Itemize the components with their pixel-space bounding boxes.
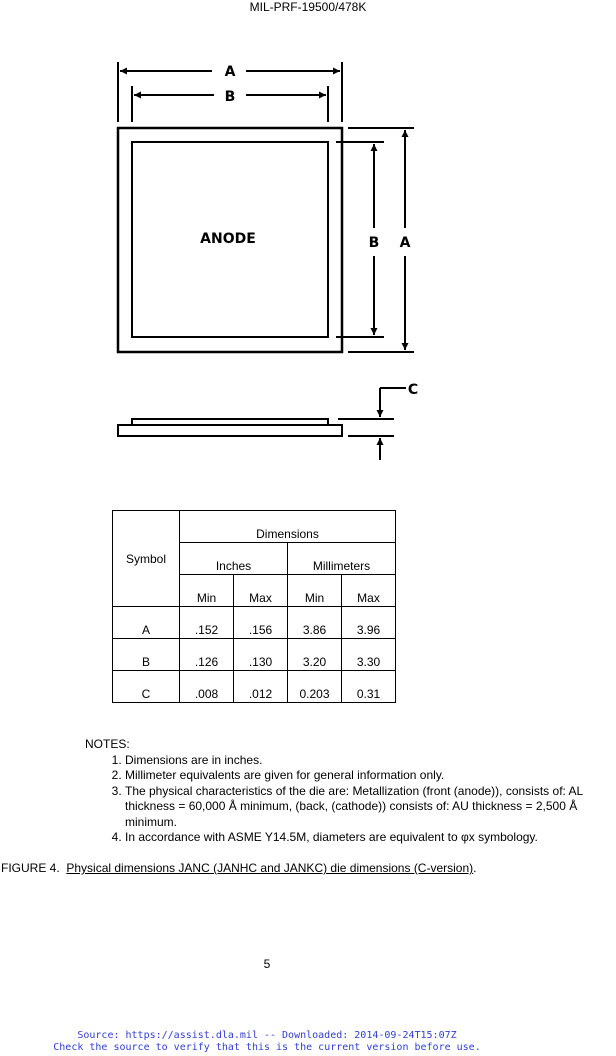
row-mm-max: 3.96 xyxy=(342,607,396,639)
row-in-min: .152 xyxy=(180,607,234,639)
row-in-max: .130 xyxy=(234,639,288,671)
footer-verify-line: Check the source to verify that this is the current version before use. xyxy=(53,1042,481,1053)
source-footer xyxy=(0,1030,534,1054)
note-item: 4. In accordance with ASME Y14.5M, diameters are equivalent to φx symbology. xyxy=(125,830,616,846)
row-in-max: .012 xyxy=(234,671,288,703)
row-in-min: .126 xyxy=(180,639,234,671)
figure-title: Physical dimensions JANC (JANHC and JANKC) die dimensions (C-version) xyxy=(66,861,474,875)
row-in-min: .008 xyxy=(180,671,234,703)
dimensions-header: Dimensions xyxy=(180,511,396,543)
row-mm-min: 3.20 xyxy=(288,639,342,671)
row-symbol: B xyxy=(113,639,180,671)
figure-period: . xyxy=(473,861,477,875)
millimeters-header: Millimeters xyxy=(288,543,396,575)
dimension-c-side xyxy=(338,388,406,460)
anode-label: ANODE xyxy=(200,231,256,247)
notes-section xyxy=(85,737,616,846)
dimensions-table xyxy=(112,510,396,703)
dimension-b-right-label: B xyxy=(368,235,380,251)
table-row xyxy=(113,671,396,703)
note-item: 1. Dimensions are in inches. xyxy=(125,753,616,769)
die-dimension-drawing xyxy=(0,0,616,470)
dimension-a-right-label: A xyxy=(399,235,411,251)
symbol-header: Symbol xyxy=(113,511,180,607)
mm-min-header: Min xyxy=(288,575,342,607)
row-mm-min: 3.86 xyxy=(288,607,342,639)
inches-max-header: Max xyxy=(234,575,288,607)
inches-min-header: Min xyxy=(180,575,234,607)
mm-max-header: Max xyxy=(342,575,396,607)
footer-source-line: Source: https://assist.dla.mil -- Downloaded: 2014-09-24T15:07Z xyxy=(77,1030,457,1041)
row-mm-max: 3.30 xyxy=(342,639,396,671)
dimension-b-top-label: B xyxy=(224,89,236,105)
row-mm-min: 0.203 xyxy=(288,671,342,703)
die-side-view-substrate xyxy=(118,425,342,436)
note-item: 2. Millimeter equivalents are given for general information only. xyxy=(125,768,616,784)
notes-list xyxy=(85,753,616,846)
dimension-a-top-label: A xyxy=(224,64,236,80)
table-row xyxy=(113,607,396,639)
notes-title: NOTES: xyxy=(85,737,130,751)
note-item: 3. The physical characteristics of the die are: Metallization (front (anode)), consists of: AL thickness = 60,000 Å minimum, (back, (cathode)) consists of: AU thickness = 2,500 Å minimum. xyxy=(125,784,616,831)
figure-caption xyxy=(1,861,477,875)
page-number: 5 xyxy=(263,957,271,971)
table-row xyxy=(113,639,396,671)
row-symbol: C xyxy=(113,671,180,703)
row-in-max: .156 xyxy=(234,607,288,639)
row-symbol: A xyxy=(113,607,180,639)
document-id: MIL-PRF-19500/478K xyxy=(249,0,367,14)
inches-header: Inches xyxy=(180,543,288,575)
row-mm-max: 0.31 xyxy=(342,671,396,703)
figure-number: FIGURE 4. xyxy=(1,861,60,875)
dimension-c-side-label: C xyxy=(407,382,419,398)
